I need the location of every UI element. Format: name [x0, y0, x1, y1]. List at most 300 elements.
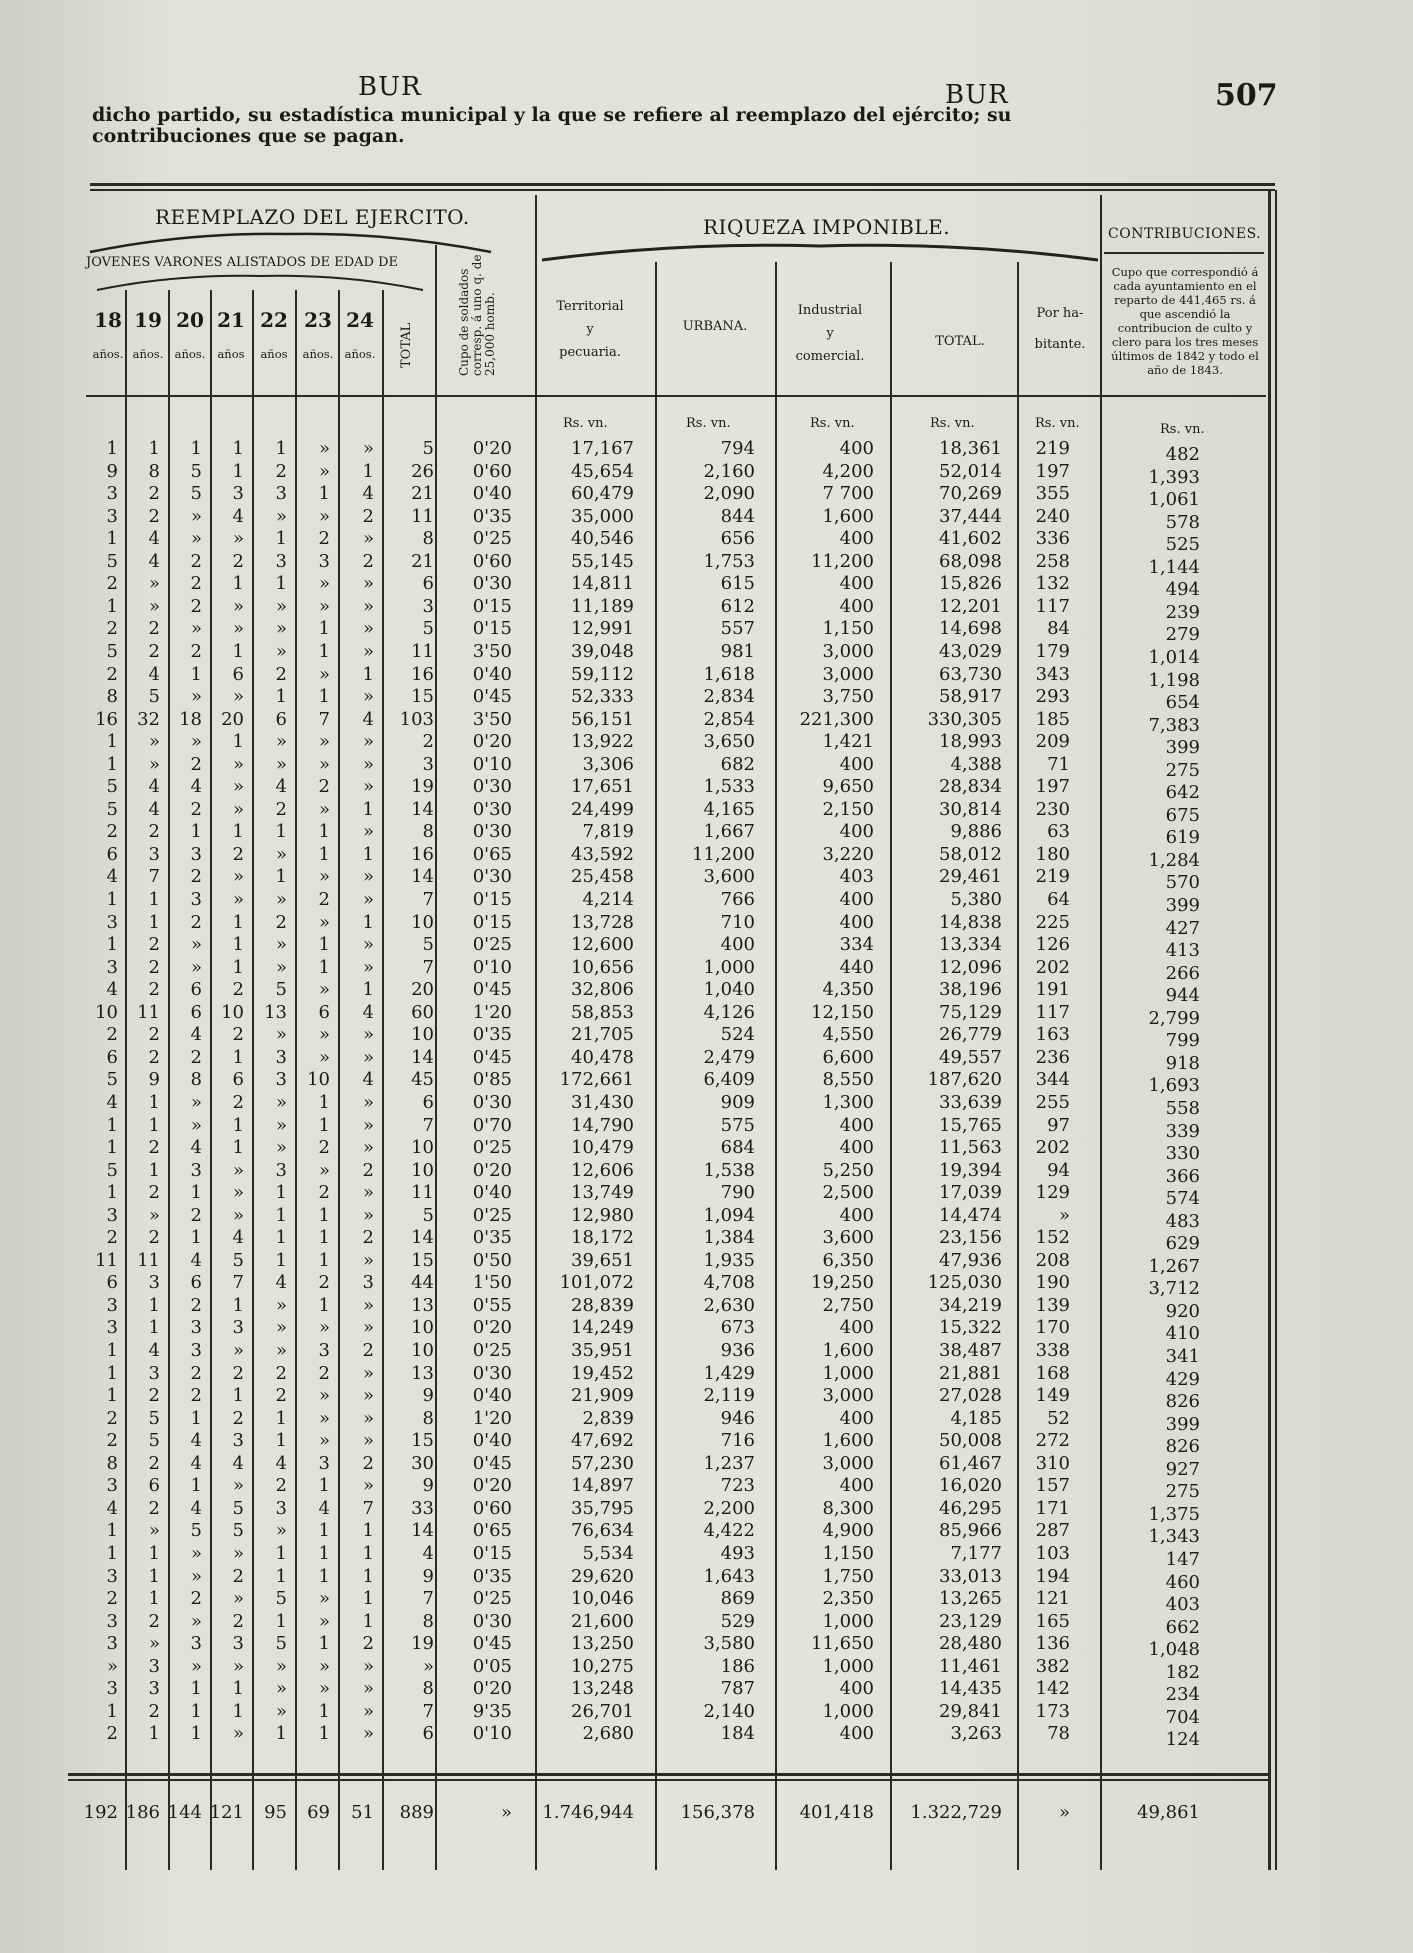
cell-cupo-soldados: 0'50 [472, 1249, 512, 1271]
cell-cupo-soldados: 0'25 [472, 1137, 512, 1159]
totals-rule-top [68, 1773, 1268, 1776]
cell-age-23: » [318, 1588, 330, 1610]
cell-age-21: » [232, 776, 244, 798]
territorial-label-1: Territorial [556, 299, 624, 314]
cell-age-19: 3 [148, 1678, 160, 1700]
cell-age-24: 7 [362, 1497, 374, 1519]
cell-por-habitante: 78 [1047, 1723, 1070, 1745]
cell-age-20: 3 [190, 1159, 202, 1181]
cell-age-23: 1 [318, 640, 330, 662]
cell-age-21: 4 [232, 1227, 244, 1249]
cell-age-20: 3 [190, 843, 202, 865]
cell-age-21: » [232, 1204, 244, 1226]
cell-riqueza-industrial: 1,000 [822, 1655, 874, 1677]
total-age-22: 95 [264, 1802, 287, 1823]
cell-age-23: 2 [318, 528, 330, 550]
cell-age-24: » [362, 1024, 374, 1046]
table-row [62, 708, 1262, 736]
riqueza-title: RIQUEZA IMPONIBLE. [703, 215, 951, 239]
cell-age-20: 2 [190, 911, 202, 933]
cell-age-20: » [190, 1091, 202, 1113]
cell-age-22: 4 [275, 1272, 287, 1294]
cell-riqueza-industrial: 8,550 [822, 1069, 874, 1091]
unit-territorial: Rs. vn. [563, 416, 608, 431]
cell-riqueza-total: 19,394 [939, 1159, 1002, 1181]
cell-age-24: 1 [362, 1588, 374, 1610]
cell-contribucion: 399 [1165, 1413, 1200, 1435]
cell-riqueza-total: 29,461 [939, 866, 1002, 888]
cell-age-24: 1 [362, 1520, 374, 1542]
cell-riqueza-urbana: 673 [720, 1317, 755, 1339]
cell-age-22: » [275, 1678, 287, 1700]
cell-cupo-soldados: 0'30 [472, 776, 512, 798]
cell-age-18: 3 [106, 1633, 118, 1655]
cell-contribucion: 239 [1165, 601, 1200, 623]
cell-age-19: 1 [148, 1723, 160, 1745]
total-age-19: 186 [125, 1802, 160, 1823]
cell-riqueza-industrial: 400 [839, 1475, 874, 1497]
cell-riqueza-urbana: 400 [720, 934, 755, 956]
cell-riqueza-territorial: 17,167 [571, 438, 634, 459]
cell-age-24: » [362, 1182, 374, 1204]
cell-age-23: » [318, 1159, 330, 1181]
cell-age-22: » [275, 1520, 287, 1542]
cell-age-23: 1 [318, 686, 330, 708]
territorial-label-3: pecuaria. [559, 345, 621, 360]
cell-age-24: » [362, 1700, 374, 1722]
cell-age-21: » [232, 1340, 244, 1361]
cell-age-23: 4 [318, 1497, 330, 1519]
cell-age-20: 4 [190, 1137, 202, 1159]
cell-por-habitante: 117 [1035, 595, 1070, 617]
cell-age-20: 2 [190, 1046, 202, 1068]
cell-age-24: 2 [362, 1159, 374, 1181]
cell-riqueza-territorial: 12,991 [571, 618, 634, 640]
cell-por-habitante: 197 [1035, 776, 1070, 798]
cell-age-22: 4 [275, 1452, 287, 1474]
cell-total-alistados: 4 [422, 1542, 434, 1564]
cell-riqueza-industrial: 6,350 [822, 1249, 874, 1271]
cell-contribucion: 1,375 [1148, 1503, 1200, 1525]
cell-total-alistados: 14 [411, 1046, 434, 1068]
cell-riqueza-total: 9,886 [950, 821, 1002, 843]
cell-cupo-soldados: 0'35 [472, 1227, 512, 1249]
cell-riqueza-total: 23,156 [939, 1227, 1002, 1249]
cell-age-19: 2 [148, 979, 160, 1001]
cell-age-23: 7 [318, 708, 330, 730]
cell-riqueza-urbana: 3,580 [703, 1633, 755, 1655]
cell-riqueza-territorial: 55,145 [571, 550, 634, 572]
table-row [62, 1588, 1262, 1616]
right-border-thin [1275, 190, 1277, 1870]
table-row [62, 889, 1262, 916]
riqueza-total-header: TOTAL. [935, 334, 985, 349]
cell-age-19: 1 [148, 1294, 160, 1316]
cell-age-21: 1 [232, 1294, 244, 1316]
cell-age-21: » [232, 686, 244, 708]
cell-cupo-soldados: 0'05 [472, 1655, 512, 1677]
cell-age-22: » [275, 505, 287, 527]
cell-total-alistados: 10 [411, 1024, 434, 1046]
cell-por-habitante: 338 [1035, 1340, 1070, 1361]
cell-age-22: 3 [275, 1497, 287, 1519]
table-row [62, 911, 1262, 939]
cell-cupo-soldados: 0'30 [472, 1091, 512, 1113]
cell-age-20: » [190, 731, 202, 753]
cell-age-21: 1 [232, 821, 244, 843]
cell-riqueza-territorial: 4,214 [582, 889, 634, 910]
anos-24: años. [344, 347, 376, 361]
cell-por-habitante: 180 [1035, 843, 1070, 865]
cell-por-habitante: 272 [1035, 1430, 1070, 1452]
table-row [62, 483, 1262, 511]
cell-age-24: 2 [362, 1633, 374, 1655]
cell-riqueza-territorial: 58,853 [571, 1001, 634, 1023]
table-row [62, 1182, 1262, 1210]
total-riqueza-territorial: 1.746,944 [542, 1802, 634, 1823]
cell-contribucion: 341 [1165, 1346, 1200, 1367]
cell-riqueza-total: 5,380 [950, 889, 1002, 910]
cell-age-20: » [190, 1565, 202, 1587]
cell-riqueza-industrial: 403 [839, 866, 874, 888]
cell-age-19: 3 [148, 1362, 160, 1384]
table-row [62, 843, 1262, 871]
cell-age-24: 1 [362, 979, 374, 1001]
cell-total-alistados: 15 [411, 1249, 434, 1271]
cell-riqueza-industrial: 2,500 [822, 1182, 874, 1204]
cell-age-22: 1 [275, 1227, 287, 1249]
cell-age-18: 5 [106, 550, 118, 572]
cell-riqueza-territorial: 56,151 [571, 708, 634, 730]
cell-age-24: » [362, 1430, 374, 1452]
table-row [62, 1385, 1262, 1413]
cell-age-20: 2 [190, 595, 202, 617]
cell-riqueza-industrial: 6,600 [822, 1046, 874, 1068]
cell-contribucion: 1,198 [1148, 669, 1200, 691]
cell-riqueza-total: 15,765 [939, 1114, 1002, 1136]
cell-por-habitante: 94 [1047, 1159, 1070, 1181]
cell-riqueza-total: 4,185 [950, 1407, 1002, 1429]
cell-riqueza-total: 52,014 [939, 460, 1002, 482]
cell-cupo-soldados: 0'40 [472, 483, 512, 505]
header-bottom-rule [86, 395, 1266, 397]
cell-riqueza-urbana: 6,409 [703, 1069, 755, 1091]
cell-por-habitante: 52 [1047, 1407, 1070, 1429]
cell-total-alistados: 8 [422, 1678, 434, 1700]
cell-riqueza-territorial: 43,592 [571, 843, 634, 865]
cell-age-21: » [232, 1475, 244, 1497]
cell-total-alistados: 16 [411, 663, 434, 685]
cell-age-21: 1 [232, 460, 244, 482]
cell-age-22: » [275, 1655, 287, 1677]
cell-cupo-soldados: 0'60 [472, 1497, 512, 1519]
totals-rule-top-thin [68, 1779, 1268, 1781]
total-contribucion: 49,861 [1137, 1802, 1200, 1823]
cell-por-habitante: 165 [1035, 1610, 1070, 1632]
cell-age-18: 3 [106, 1610, 118, 1632]
cell-age-20: 2 [190, 1588, 202, 1610]
subtitle-line-1: dicho partido, su estadística municipal y la que se refiere al reemplazo del ejército; su [92, 104, 1012, 126]
cell-age-21: 1 [232, 911, 244, 933]
table-row [62, 640, 1262, 668]
cell-riqueza-total: 34,219 [939, 1294, 1002, 1316]
cell-contribucion: 799 [1165, 1030, 1200, 1052]
cell-total-alistados: 6 [422, 1091, 434, 1113]
cell-age-20: » [190, 956, 202, 978]
cell-age-18: 9 [106, 460, 118, 482]
cell-age-23: 1 [318, 934, 330, 956]
cell-por-habitante: 142 [1035, 1678, 1070, 1700]
cell-age-24: 1 [362, 1542, 374, 1564]
cell-cupo-soldados: 0'40 [472, 663, 512, 685]
age-21: 21 [217, 308, 245, 332]
cell-riqueza-urbana: 524 [720, 1024, 755, 1046]
cell-riqueza-urbana: 1,538 [703, 1159, 755, 1181]
cell-age-24: 4 [362, 483, 374, 505]
cell-age-23: 3 [318, 550, 330, 572]
cell-age-18: 2 [106, 1588, 118, 1610]
cell-age-22: » [275, 640, 287, 662]
cell-cupo-soldados: 0'35 [472, 1024, 512, 1046]
table-row [62, 1475, 1262, 1503]
cell-age-24: » [362, 595, 374, 617]
cell-age-24: 1 [362, 843, 374, 865]
cell-age-20: 1 [190, 1227, 202, 1249]
cell-age-21: 10 [221, 1001, 244, 1023]
cell-cupo-soldados: 0'60 [472, 460, 512, 482]
cell-age-21: 1 [232, 1114, 244, 1136]
cell-cupo-soldados: 0'25 [472, 528, 512, 550]
cell-riqueza-territorial: 13,250 [571, 1633, 634, 1655]
cell-por-habitante: 230 [1035, 798, 1070, 820]
cell-age-21: 3 [232, 1430, 244, 1452]
industrial-label-3: comercial. [795, 349, 865, 364]
cell-contribucion: 266 [1165, 962, 1200, 984]
cell-contribucion: 1,014 [1148, 646, 1200, 668]
cell-age-19: 3 [148, 1272, 160, 1294]
cell-riqueza-industrial: 1,600 [822, 1430, 874, 1452]
age-22: 22 [260, 308, 288, 332]
cell-age-20: 1 [190, 438, 202, 459]
cell-age-23: » [318, 979, 330, 1001]
cell-age-21: » [232, 1723, 244, 1745]
total-por-habitante: » [1058, 1802, 1070, 1823]
cell-age-22: » [275, 1114, 287, 1136]
cell-age-22: 1 [275, 1723, 287, 1745]
cell-contribucion: 826 [1165, 1436, 1200, 1458]
cell-riqueza-total: 15,826 [939, 573, 1002, 595]
cell-age-23: » [318, 1385, 330, 1407]
cell-por-habitante: 202 [1035, 956, 1070, 978]
cell-age-21: » [232, 1159, 244, 1181]
subtitle-line-2: contribuciones que se pagan. [92, 125, 405, 147]
cell-cupo-soldados: 0'35 [472, 505, 512, 527]
cell-riqueza-industrial: 7 700 [822, 483, 874, 505]
cell-por-habitante: 71 [1047, 753, 1070, 775]
cell-age-23: 1 [318, 1700, 330, 1722]
table-row [62, 686, 1262, 714]
cell-age-21: 1 [232, 1137, 244, 1159]
cell-por-habitante: 185 [1035, 708, 1070, 730]
cell-cupo-soldados: 0'55 [472, 1294, 512, 1316]
cell-por-habitante: 132 [1035, 573, 1070, 595]
cell-cupo-soldados: 0'40 [472, 1385, 512, 1407]
cell-age-22: » [275, 1137, 287, 1159]
cell-age-20: 1 [190, 1407, 202, 1429]
cell-age-21: » [232, 798, 244, 820]
cell-contribucion: 3,712 [1148, 1278, 1200, 1300]
cell-riqueza-urbana: 612 [720, 595, 755, 617]
cell-total-alistados: 45 [411, 1069, 434, 1091]
cell-age-20: » [190, 618, 202, 640]
reemplazo-brace [88, 228, 493, 256]
cell-cupo-soldados: 0'30 [472, 1362, 512, 1384]
cell-riqueza-total: 14,474 [939, 1204, 1002, 1226]
age-24: 24 [346, 308, 374, 332]
cell-age-21: 4 [232, 1452, 244, 1474]
cell-age-18: 8 [106, 686, 118, 708]
cell-age-20: 2 [190, 866, 202, 888]
cell-riqueza-urbana: 557 [720, 618, 755, 640]
cell-riqueza-industrial: 2,150 [822, 798, 874, 820]
cell-cupo-soldados: 0'25 [472, 934, 512, 956]
cell-riqueza-total: 14,435 [939, 1678, 1002, 1700]
cell-contribucion: 429 [1165, 1368, 1200, 1390]
cell-total-alistados: 10 [411, 1137, 434, 1159]
cell-riqueza-urbana: 2,090 [703, 483, 755, 505]
cell-total-alistados: 16 [411, 843, 434, 865]
table-row [62, 1046, 1262, 1074]
cell-riqueza-territorial: 101,072 [559, 1272, 634, 1294]
cell-por-habitante: 219 [1035, 866, 1070, 888]
cell-total-alistados: 9 [422, 1565, 434, 1587]
cell-age-19: 4 [148, 550, 160, 572]
cell-age-22: » [275, 731, 287, 753]
cell-age-19: 32 [137, 708, 160, 730]
cell-age-20: 1 [190, 1723, 202, 1745]
cell-age-20: » [190, 1610, 202, 1632]
cell-total-alistados: » [422, 1655, 434, 1677]
cell-riqueza-total: 38,487 [939, 1340, 1002, 1361]
cell-age-24: » [362, 1655, 374, 1677]
cell-age-23: » [318, 1024, 330, 1046]
cell-riqueza-industrial: 400 [839, 438, 874, 459]
cell-riqueza-industrial: 400 [839, 573, 874, 595]
cell-riqueza-total: 12,096 [939, 956, 1002, 978]
cell-age-20: 1 [190, 1678, 202, 1700]
cell-riqueza-industrial: 400 [839, 595, 874, 617]
cell-riqueza-total: 11,563 [939, 1137, 1002, 1159]
cell-riqueza-industrial: 4,200 [822, 460, 874, 482]
cell-age-19: 1 [148, 438, 160, 459]
cell-age-22: 1 [275, 821, 287, 843]
cell-age-18: 2 [106, 1024, 118, 1046]
jovenes-brace [95, 270, 425, 294]
cell-riqueza-total: 26,779 [939, 1024, 1002, 1046]
cell-por-habitante: 157 [1035, 1475, 1070, 1497]
cell-total-alistados: 8 [422, 821, 434, 843]
cell-age-18: 4 [106, 1497, 118, 1519]
cell-total-alistados: 5 [422, 934, 434, 956]
total-cupo-soldados: » [500, 1802, 512, 1823]
cell-contribucion: 578 [1165, 511, 1200, 533]
cell-contribucion: 147 [1165, 1548, 1200, 1570]
cell-contribucion: 403 [1165, 1594, 1200, 1616]
cell-age-22: 5 [275, 979, 287, 1001]
cell-riqueza-industrial: 1,000 [822, 1700, 874, 1722]
table-row [62, 1317, 1262, 1345]
cell-age-22: 3 [275, 483, 287, 505]
cell-age-23: 2 [318, 1272, 330, 1294]
cell-age-24: » [362, 1046, 374, 1068]
cell-contribucion: 1,343 [1148, 1526, 1200, 1548]
cell-age-19: 1 [148, 889, 160, 910]
cell-riqueza-urbana: 2,160 [703, 460, 755, 482]
cell-age-20: 5 [190, 460, 202, 482]
cell-age-18: 1 [106, 731, 118, 753]
cell-age-24: » [362, 528, 374, 550]
cell-contribucion: 366 [1165, 1165, 1200, 1187]
cell-age-19: 2 [148, 483, 160, 505]
cell-age-21: » [232, 618, 244, 640]
cell-riqueza-industrial: 400 [839, 889, 874, 910]
table-row [62, 821, 1262, 849]
cell-cupo-soldados: 0'65 [472, 1520, 512, 1542]
cell-age-20: 2 [190, 1362, 202, 1384]
cell-riqueza-total: 12,201 [939, 595, 1002, 617]
cell-age-18: 1 [106, 753, 118, 775]
cell-riqueza-territorial: 7,819 [582, 821, 634, 843]
cell-age-20: 5 [190, 1520, 202, 1542]
table-row [62, 1114, 1262, 1142]
cell-riqueza-industrial: 5,250 [822, 1159, 874, 1181]
cell-riqueza-industrial: 4,900 [822, 1520, 874, 1542]
cell-age-24: » [362, 640, 374, 662]
table-row [62, 1678, 1262, 1706]
urbana-header: URBANA. [682, 319, 748, 334]
cell-riqueza-industrial: 440 [839, 956, 874, 978]
por-habitante-label-2: bitante. [1034, 337, 1086, 352]
cell-age-21: 1 [232, 1678, 244, 1700]
cell-riqueza-territorial: 17,651 [571, 776, 634, 798]
cell-total-alistados: 33 [411, 1497, 434, 1519]
cell-age-22: 3 [275, 1046, 287, 1068]
cell-riqueza-industrial: 400 [839, 911, 874, 933]
cell-age-22: 1 [275, 1610, 287, 1632]
cell-riqueza-total: 58,917 [939, 686, 1002, 708]
cell-riqueza-total: 11,461 [939, 1655, 1002, 1677]
cell-age-19: 4 [148, 798, 160, 820]
cell-por-habitante: 149 [1035, 1385, 1070, 1407]
cell-riqueza-urbana: 1,000 [703, 956, 755, 978]
cell-age-23: » [318, 1407, 330, 1429]
cell-riqueza-total: 46,295 [939, 1497, 1002, 1519]
age-19: 19 [134, 308, 162, 332]
cell-riqueza-industrial: 400 [839, 1407, 874, 1429]
cell-age-19: » [148, 573, 160, 595]
cell-riqueza-industrial: 1,000 [822, 1362, 874, 1384]
cell-riqueza-industrial: 1,600 [822, 1340, 874, 1361]
cell-total-alistados: 7 [422, 1700, 434, 1722]
cell-age-18: 16 [95, 708, 118, 730]
cell-riqueza-industrial: 2,750 [822, 1294, 874, 1316]
cell-riqueza-urbana: 4,165 [703, 798, 755, 820]
cell-riqueza-industrial: 400 [839, 1114, 874, 1136]
cell-riqueza-industrial: 400 [839, 753, 874, 775]
cell-riqueza-territorial: 14,790 [571, 1114, 634, 1136]
cell-age-22: » [275, 618, 287, 640]
cell-riqueza-total: 70,269 [939, 483, 1002, 505]
